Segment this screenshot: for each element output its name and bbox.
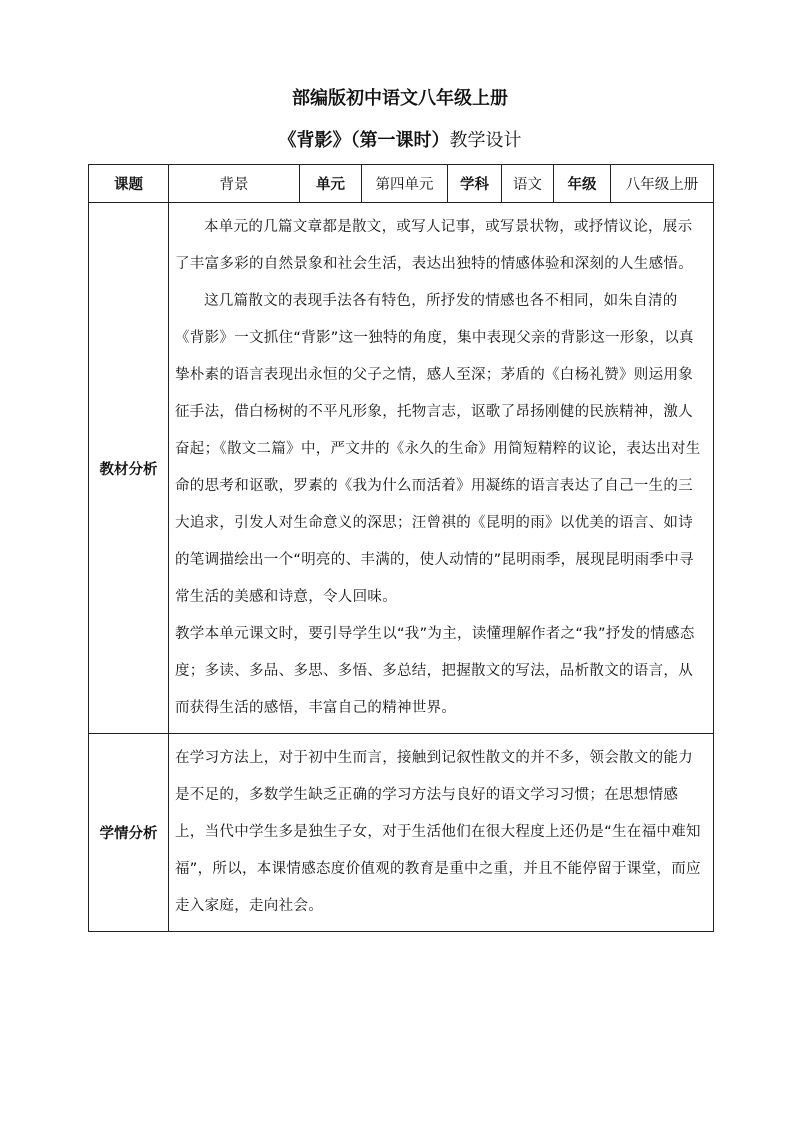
subject-label: 学科 — [448, 165, 502, 203]
textbook-analysis-content — [169, 203, 714, 734]
learner-analysis-label: 学情分析 — [89, 734, 169, 932]
paragraph: 本单元的几篇文章都是散文，或写人记事，或写景状物，或抒情议论，展示了丰富多彩的自然景象和社会生活，表达出独特的情感体验和深刻的人生感悟。 — [175, 219, 693, 272]
learner-analysis-content — [169, 734, 714, 932]
document-subtitle — [0, 126, 800, 156]
topic-label: 课题 — [89, 165, 169, 203]
paragraph: 这几篇散文的表现手法各有特色，所抒发的情感也各不相同，如朱自清的《背影》一文抓住“背影”这一独特的角度，集中表现父亲的背影这一形象，以真挚朴素的语言表现出永恒的父子之情，感人至深；茅盾的《白杨礼赞》则运用象征手法，借白杨树的不平凡形象，托物言志，讴歌了昂扬刚健的民族精神，激人奋起；《散文二篇》中，严文井的《永久的生命》用简短精粹的议论，表达出对生命的思考和讴歌，罗素的《我为什么而活着》用凝练的语言表达了自己一生的三大追求，引发人对生命意义的深思；汪曾祺的《昆明的雨》以优美的语言、如诗的笔调描绘出一个“明亮的、丰满的，使人动情的”昆明雨季，展现昆明雨季中寻常生活的美感和诗意，令人回味。 — [175, 293, 701, 605]
grade-label: 年级 — [554, 165, 611, 203]
textbook-analysis-label: 教材分析 — [89, 203, 169, 734]
learner-analysis-row — [89, 734, 714, 932]
lesson-plan-table — [88, 164, 714, 932]
lesson-session: （第一课时） — [350, 130, 450, 151]
subject-value: 语文 — [502, 165, 554, 203]
header-row — [89, 165, 714, 203]
paragraph: 在学习方法上，对于初中生而言，接触到记叙性散文的并不多，领会散文的能力是不足的，多数学生缺乏正确的学习方法与良好的语文学习习惯；在思想情感上，当代中学生多是独生子女，对于生活他们在很大程度上还仍是“生在福中难知福”，所以，本课情感态度价值观的教育是重中之重，并且不能停留于课堂，而应走入家庭，走向社会。 — [175, 750, 701, 914]
topic-value: 背景 — [169, 165, 300, 203]
document-title: 部编版初中语文八年级上册 — [292, 88, 508, 109]
subtitle-suffix: 教学设计 — [449, 130, 522, 151]
textbook-analysis-row — [89, 203, 714, 734]
grade-value: 八年级上册 — [611, 165, 714, 203]
unit-label: 单元 — [300, 165, 362, 203]
unit-value: 第四单元 — [362, 165, 448, 203]
paragraph: 教学本单元课文时，要引导学生以“我”为主，读懂理解作者之“我”抒发的情感态度；多读、多品、多思、多悟、多总结，把握散文的写法，品析散文的语言，从而获得生活的感悟，丰富自己的精神世界。 — [175, 626, 695, 716]
lesson-title: 《背影》 — [278, 130, 351, 151]
